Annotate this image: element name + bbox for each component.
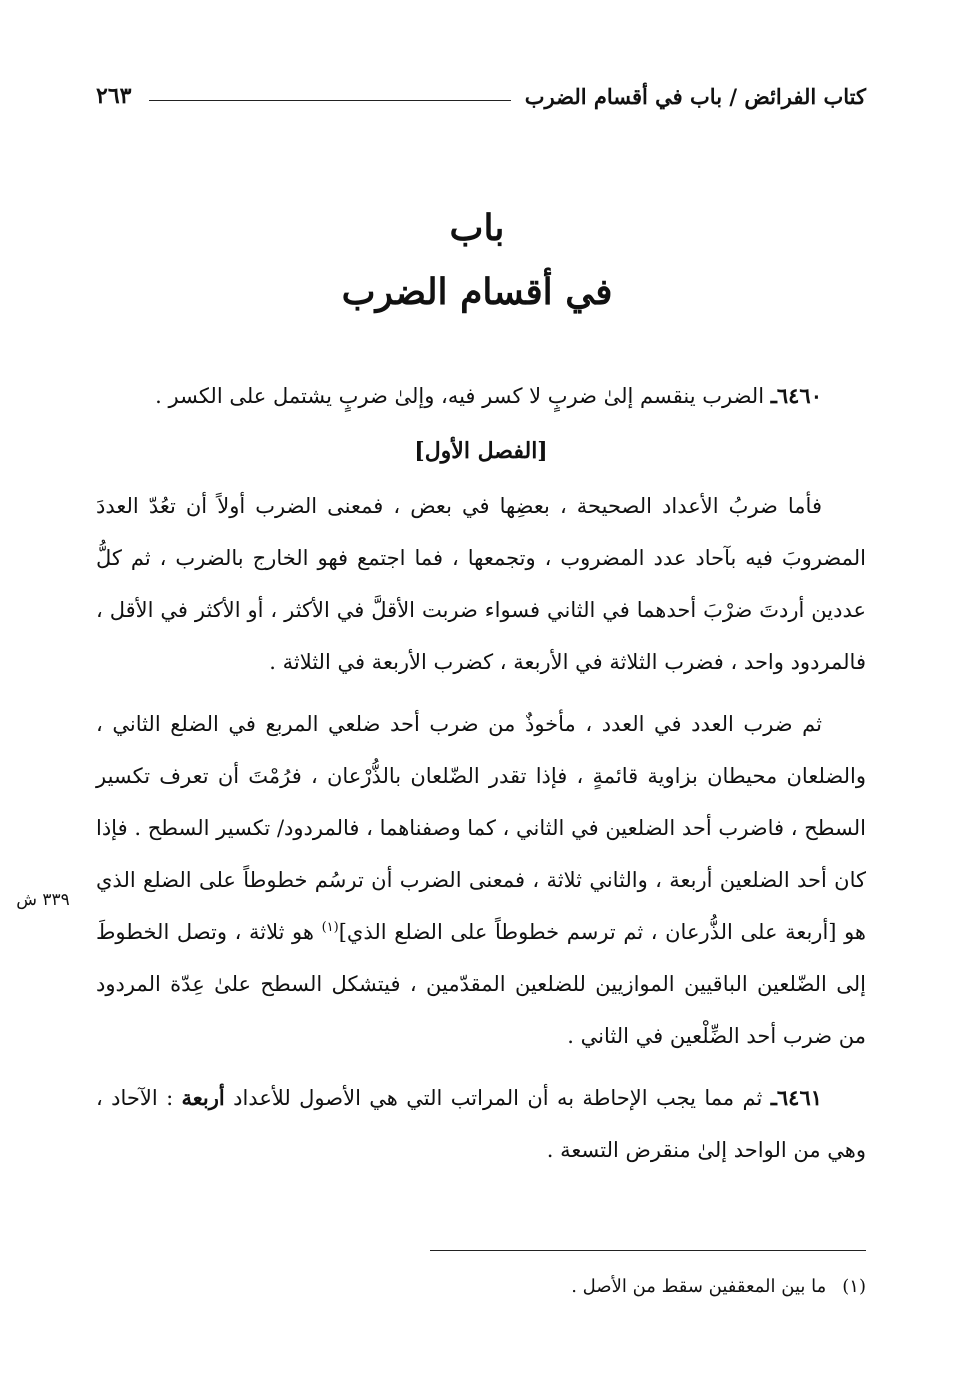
chapter-heading <box>0 196 954 324</box>
paragraph-2 <box>96 698 866 1062</box>
issue-number: ٦٤٦٠ـ <box>770 383 822 408</box>
paragraph-1: فأما ضربُ الأعداد الصحيحة ، بعضِها في بعض ، فمعنى الضرب أولاً أن تعُدّ العددَ المضروبَ فيه بآحاد عدد المضروب ، وتجمعها ، فما اجتمع فهو الخارج بالضرب ، ثم كلُّ عددين أردتَ ضرْبَ أحدهما في الثاني فسواء ضربت الأقلَّ في الأكثر ، أو الأكثر في الأقل ، فالمردود واحد ، فضرب الثلاثة في الأربعة ، كضرب الأربعة في الثلاثة . <box>96 494 866 674</box>
issue-strong-word: أربعة <box>181 1085 225 1110</box>
footnote-rule <box>430 1250 866 1251</box>
running-header <box>96 78 866 114</box>
footnote-number: (١) <box>842 1276 866 1297</box>
issue-text: الضرب ينقسم إلىٰ ضربٍ لا كسر فيه، وإلىٰ ضربٍ يشتمل على الكسر . <box>155 384 771 408</box>
issue-text-before: ثم مما يجب الإحاطة به أن المراتب التي هي الأصول للأعداد <box>224 1086 771 1110</box>
chapter-title-line1: باب <box>449 207 505 249</box>
chapter-title-line2: في أقسام الضرب <box>341 271 613 313</box>
issue-number: ٦٤٦١ـ <box>770 1085 823 1110</box>
margin-note: ٣٣٩ ش <box>16 890 70 910</box>
issue-text-after: : الآحاد ، وهي من الواحد إلىٰ منقرض التسعة . <box>96 1086 866 1162</box>
page-number: ٢٦٣ <box>96 83 132 109</box>
footnote-reference[interactable]: (١) <box>321 920 339 935</box>
footnote <box>96 1272 866 1302</box>
running-header-title: كتاب الفرائض / باب في أقسام الضرب <box>524 83 866 109</box>
paragraph-2-text-a: ثم ضرب العدد في العدد ، مأخوذٌ من ضرب أحد ضلعي المربع في الضلع الثاني ، والضلعان محيطان بزاوية قائمةٍ ، فإذا تقدر الضّلعان بالذُّرْعان ، فرُمْتَ أن تعرف تكسير السطح ، فاضرب أحد الضلعين في الثاني ، كما وصفناهما ، فالمردود/ تكسير السطح . فإذا كان أحد الضلعين أربعة ، والثاني ثلاثة ، فمعنى الضرب أن ترسُم خطوطاً على الضلع الذي هو [أربعة على الذُّرعان ، ثم ترسم خطوطاً على الضلع الذي] <box>96 712 866 944</box>
issue-6461 <box>96 1072 866 1176</box>
footnote-text: ما بين المعقفين سقط من الأصل . <box>571 1276 827 1297</box>
paragraph-gap <box>96 688 866 698</box>
paragraph-gap <box>96 1062 866 1072</box>
paragraph-2-text-b: هو ثلاثة ، وتصل الخطوطَ إلى الضّلعين الباقيين الموازيين للضلعين المقدّمين ، فيتشكل السطح علىٰ عِدّة المردود من ضرب أحد الضِّلْعين في الثاني . <box>96 920 866 1048</box>
body-text <box>96 370 866 1176</box>
section-title: [الفصل الأول] <box>414 438 548 464</box>
issue-6460 <box>96 370 866 422</box>
header-rule <box>149 100 510 101</box>
